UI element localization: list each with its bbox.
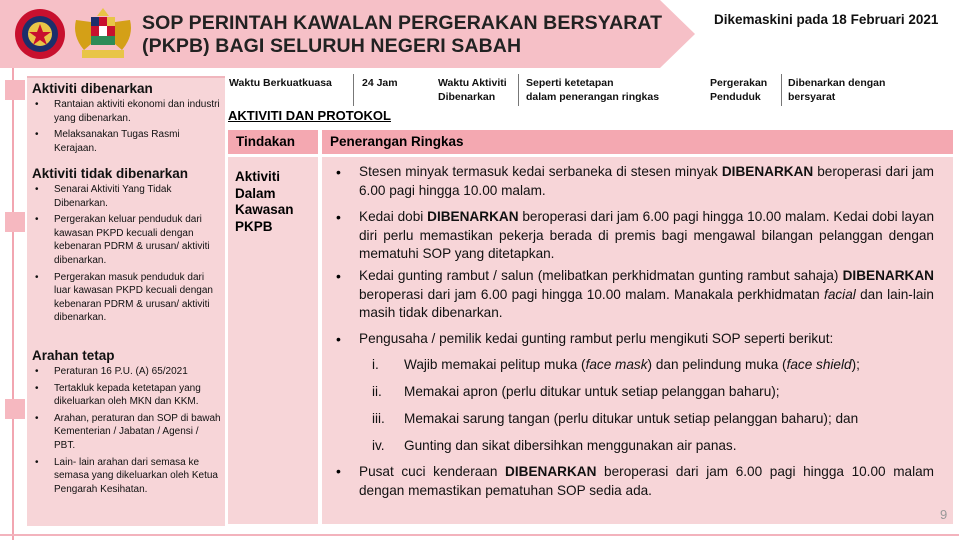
marker-directive [5, 399, 25, 419]
sidebar-panel [27, 76, 225, 526]
list-item: • Rantaian aktiviti ekonomi dan industri yang dibenarkan. [32, 98, 222, 125]
roman-numeral: i. [372, 357, 379, 372]
directive-title: Arahan tetap [32, 348, 115, 363]
page-number: 9 [940, 507, 948, 522]
point-barber-sop: Pengusaha / pemilik kedai gunting rambut perlu mengikuti SOP seperti berikut: [359, 331, 834, 346]
action-cell [228, 157, 318, 524]
column-header-action: Tindakan [228, 130, 318, 154]
bottom-rule [0, 534, 959, 536]
list-item: • Pergerakan masuk penduduk dari luar kawasan PKPD kecuali dengan kebenaran PDRM & urusan/ aktiviti dibenarkan. [32, 271, 222, 325]
movement-label [710, 76, 767, 104]
updated-date: Dikemaskini pada 18 Februari 2021 [714, 12, 939, 27]
sop-item-apron: Memakai apron (perlu ditukar untuk setiap pelanggan baharu); [404, 384, 780, 399]
left-guide-line [12, 68, 14, 540]
list-item: • Lain- lain arahan dari semasa ke semasa yang dikeluarkan oleh Ketua Pengarah Kesihatan. [32, 456, 222, 497]
title-line-2: (PKPB) BAGI SELURUH NEGERI SABAH [142, 35, 522, 57]
action-line: Dalam [235, 185, 276, 201]
marker-not-allowed [5, 212, 25, 232]
bullet-icon: • [336, 209, 341, 225]
not-allowed-title: Aktiviti tidak dibenarkan [32, 166, 189, 181]
point-laundry: Kedai dobi DIBENARKAN beroperasi dari jam 6.00 pagi hingga 10.00 malam. Kedai dobi layan diri perlu memastikan pekerja berada di premis bagi mengawal bilangan pelanggan dengan mematuhi SOP yang ditetapkan. [359, 209, 935, 261]
roman-numeral: iv. [372, 438, 385, 453]
title-line-1: SOP PERINTAH KAWALAN PERGERAKAN BERSYARAT [142, 12, 663, 34]
info-divider [518, 74, 519, 106]
page-title [142, 12, 662, 58]
header-banner [0, 0, 695, 68]
activity-time-value-line: dalam penerangan ringkas [526, 91, 660, 103]
description-cell [322, 157, 953, 524]
police-emblem-icon [14, 8, 66, 60]
column-header-description: Penerangan Ringkas [322, 130, 953, 154]
info-divider [353, 74, 354, 106]
list-item: • Pergerakan keluar penduduk dari kawasan PKPD kecuali dengan kebenaran PDRM & urusan/ aktiviti dibenarkan. [32, 213, 222, 267]
activity-time-value [526, 76, 659, 104]
activity-time-label-line: Dibenarkan [438, 91, 496, 103]
list-item: • Peraturan 16 P.U. (A) 65/2021 [32, 365, 222, 379]
hours-value: 24 Jam [362, 77, 398, 89]
bullet-icon: • [336, 463, 341, 479]
list-item: • Senarai Aktiviti Yang Tidak Dibenarkan. [32, 183, 222, 210]
roman-numeral: iii. [372, 411, 385, 426]
activity-time-label-line: Waktu Aktiviti [438, 77, 507, 89]
list-item: • Tertakluk kepada ketetapan yang dikeluarkan oleh MKN dan KKM. [32, 382, 222, 409]
list-item: • Arahan, peraturan dan SOP di bawah Kementerian / Jabatan / Agensi / PBT. [32, 412, 222, 453]
point-car-wash: Pusat cuci kenderaan DIBENARKAN beroperasi dari jam 6.00 pagi hingga 10.00 malam dengan memastikan pematuhan SOP sedia ada. [359, 464, 934, 498]
point-barber: Kedai gunting rambut / salun (melibatkan perkhidmatan gunting rambut sahaja) DIBENARKAN beroperasi dari jam 6.00 pagi hingga 10.00 malam. Manakala perkhidmatan facial dan lain-lain masih tidak dibenarkan. [359, 268, 934, 320]
activity-time-label [438, 76, 507, 104]
action-line: Kawasan [235, 202, 294, 217]
coat-of-arms-icon [70, 6, 136, 62]
bullet-icon: • [336, 331, 341, 347]
list-item: • Melaksanakan Tugas Rasmi Kerajaan. [32, 128, 222, 155]
movement-value-line: Dibenarkan dengan [788, 77, 886, 89]
sop-item-gloves: Memakai sarung tangan (perlu ditukar untuk setiap pelanggan baharu); dan [404, 411, 859, 426]
hours-label: Waktu Berkuatkuasa [229, 77, 332, 89]
roman-numeral: ii. [372, 384, 382, 399]
bullet-icon: • [336, 164, 341, 180]
info-divider [781, 74, 782, 106]
allowed-title: Aktiviti dibenarkan [32, 81, 153, 96]
not-allowed-list [32, 183, 222, 328]
sop-item-mask: Wajib memakai pelitup muka (face mask) dan pelindung muka (face shield); [404, 357, 860, 372]
action-line: PKPB [235, 218, 273, 234]
marker-allowed [5, 80, 25, 100]
section-title: AKTIVITI DAN PROTOKOL [228, 108, 391, 123]
activity-time-value-line: Seperti ketetapan [526, 77, 614, 89]
movement-label-line: Penduduk [710, 91, 761, 103]
point-petrol-station: Stesen minyak termasuk kedai serbaneka di stesen minyak DIBENARKAN beroperasi dari jam 6.00 pagi hingga 10.00 malam. [359, 164, 934, 198]
bullet-icon: • [336, 268, 341, 284]
movement-label-line: Pergerakan [710, 77, 768, 89]
movement-value-line: bersyarat [788, 91, 836, 103]
sop-item-tools: Gunting dan sikat dibersihkan menggunakan air panas. [404, 438, 737, 453]
directive-list [32, 365, 222, 499]
movement-value [788, 76, 885, 104]
action-line: Aktiviti [235, 169, 281, 184]
allowed-list [32, 98, 222, 158]
